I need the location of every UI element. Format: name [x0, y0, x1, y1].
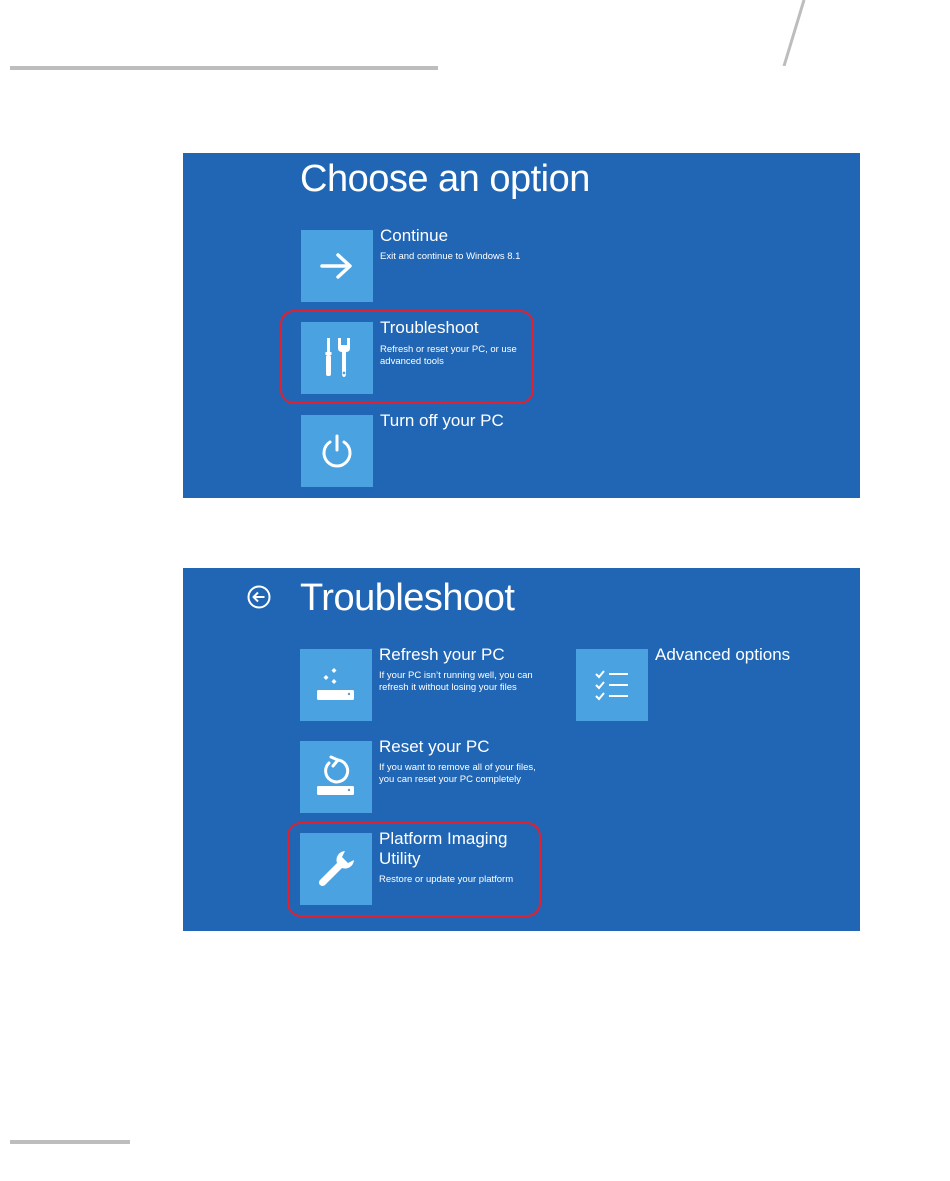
- wrench-icon: [314, 847, 358, 891]
- option-label: Utility: [379, 849, 421, 868]
- arrow-right-icon: [319, 251, 355, 281]
- option-tile: [301, 230, 373, 302]
- page-corner-line: [782, 0, 806, 66]
- page-title: Troubleshoot: [300, 577, 515, 619]
- back-arrow-icon[interactable]: [247, 585, 271, 609]
- page-footer-rule: [10, 1140, 130, 1144]
- option-tile: [301, 322, 373, 394]
- tools-icon: [322, 337, 352, 379]
- option-tile: [300, 833, 372, 905]
- option-label: Troubleshoot: [380, 318, 479, 337]
- option-tile: [301, 415, 373, 487]
- page-header-rule: [10, 66, 438, 70]
- option-tile: [576, 649, 648, 721]
- choose-option-screen: [183, 153, 860, 498]
- option-label: Advanced options: [655, 645, 791, 664]
- option-description: refresh it without losing your files: [379, 682, 517, 693]
- option-label: Continue: [380, 226, 449, 245]
- option-description: Refresh or reset your PC, or use: [380, 344, 517, 355]
- option-description: you can reset your PC completely: [379, 774, 522, 785]
- power-icon: [319, 433, 355, 469]
- option-description: advanced tools: [380, 356, 444, 367]
- reset-pc-icon: [314, 755, 358, 799]
- option-tile: [300, 741, 372, 813]
- page-title: Choose an option: [300, 158, 590, 200]
- option-description: If you want to remove all of your files,: [379, 762, 536, 773]
- troubleshoot-screen: [183, 568, 860, 931]
- option-label: Reset your PC: [379, 737, 490, 756]
- refresh-pc-icon: [314, 663, 358, 707]
- checklist-icon: [592, 665, 632, 705]
- option-label: Platform Imaging: [379, 829, 508, 848]
- option-label: Turn off your PC: [380, 411, 504, 430]
- option-description: If your PC isn’t running well, you can: [379, 670, 533, 681]
- option-description: Restore or update your platform: [379, 874, 514, 885]
- option-description: Exit and continue to Windows 8.1: [380, 251, 521, 262]
- option-tile: [300, 649, 372, 721]
- option-label: Refresh your PC: [379, 645, 505, 664]
